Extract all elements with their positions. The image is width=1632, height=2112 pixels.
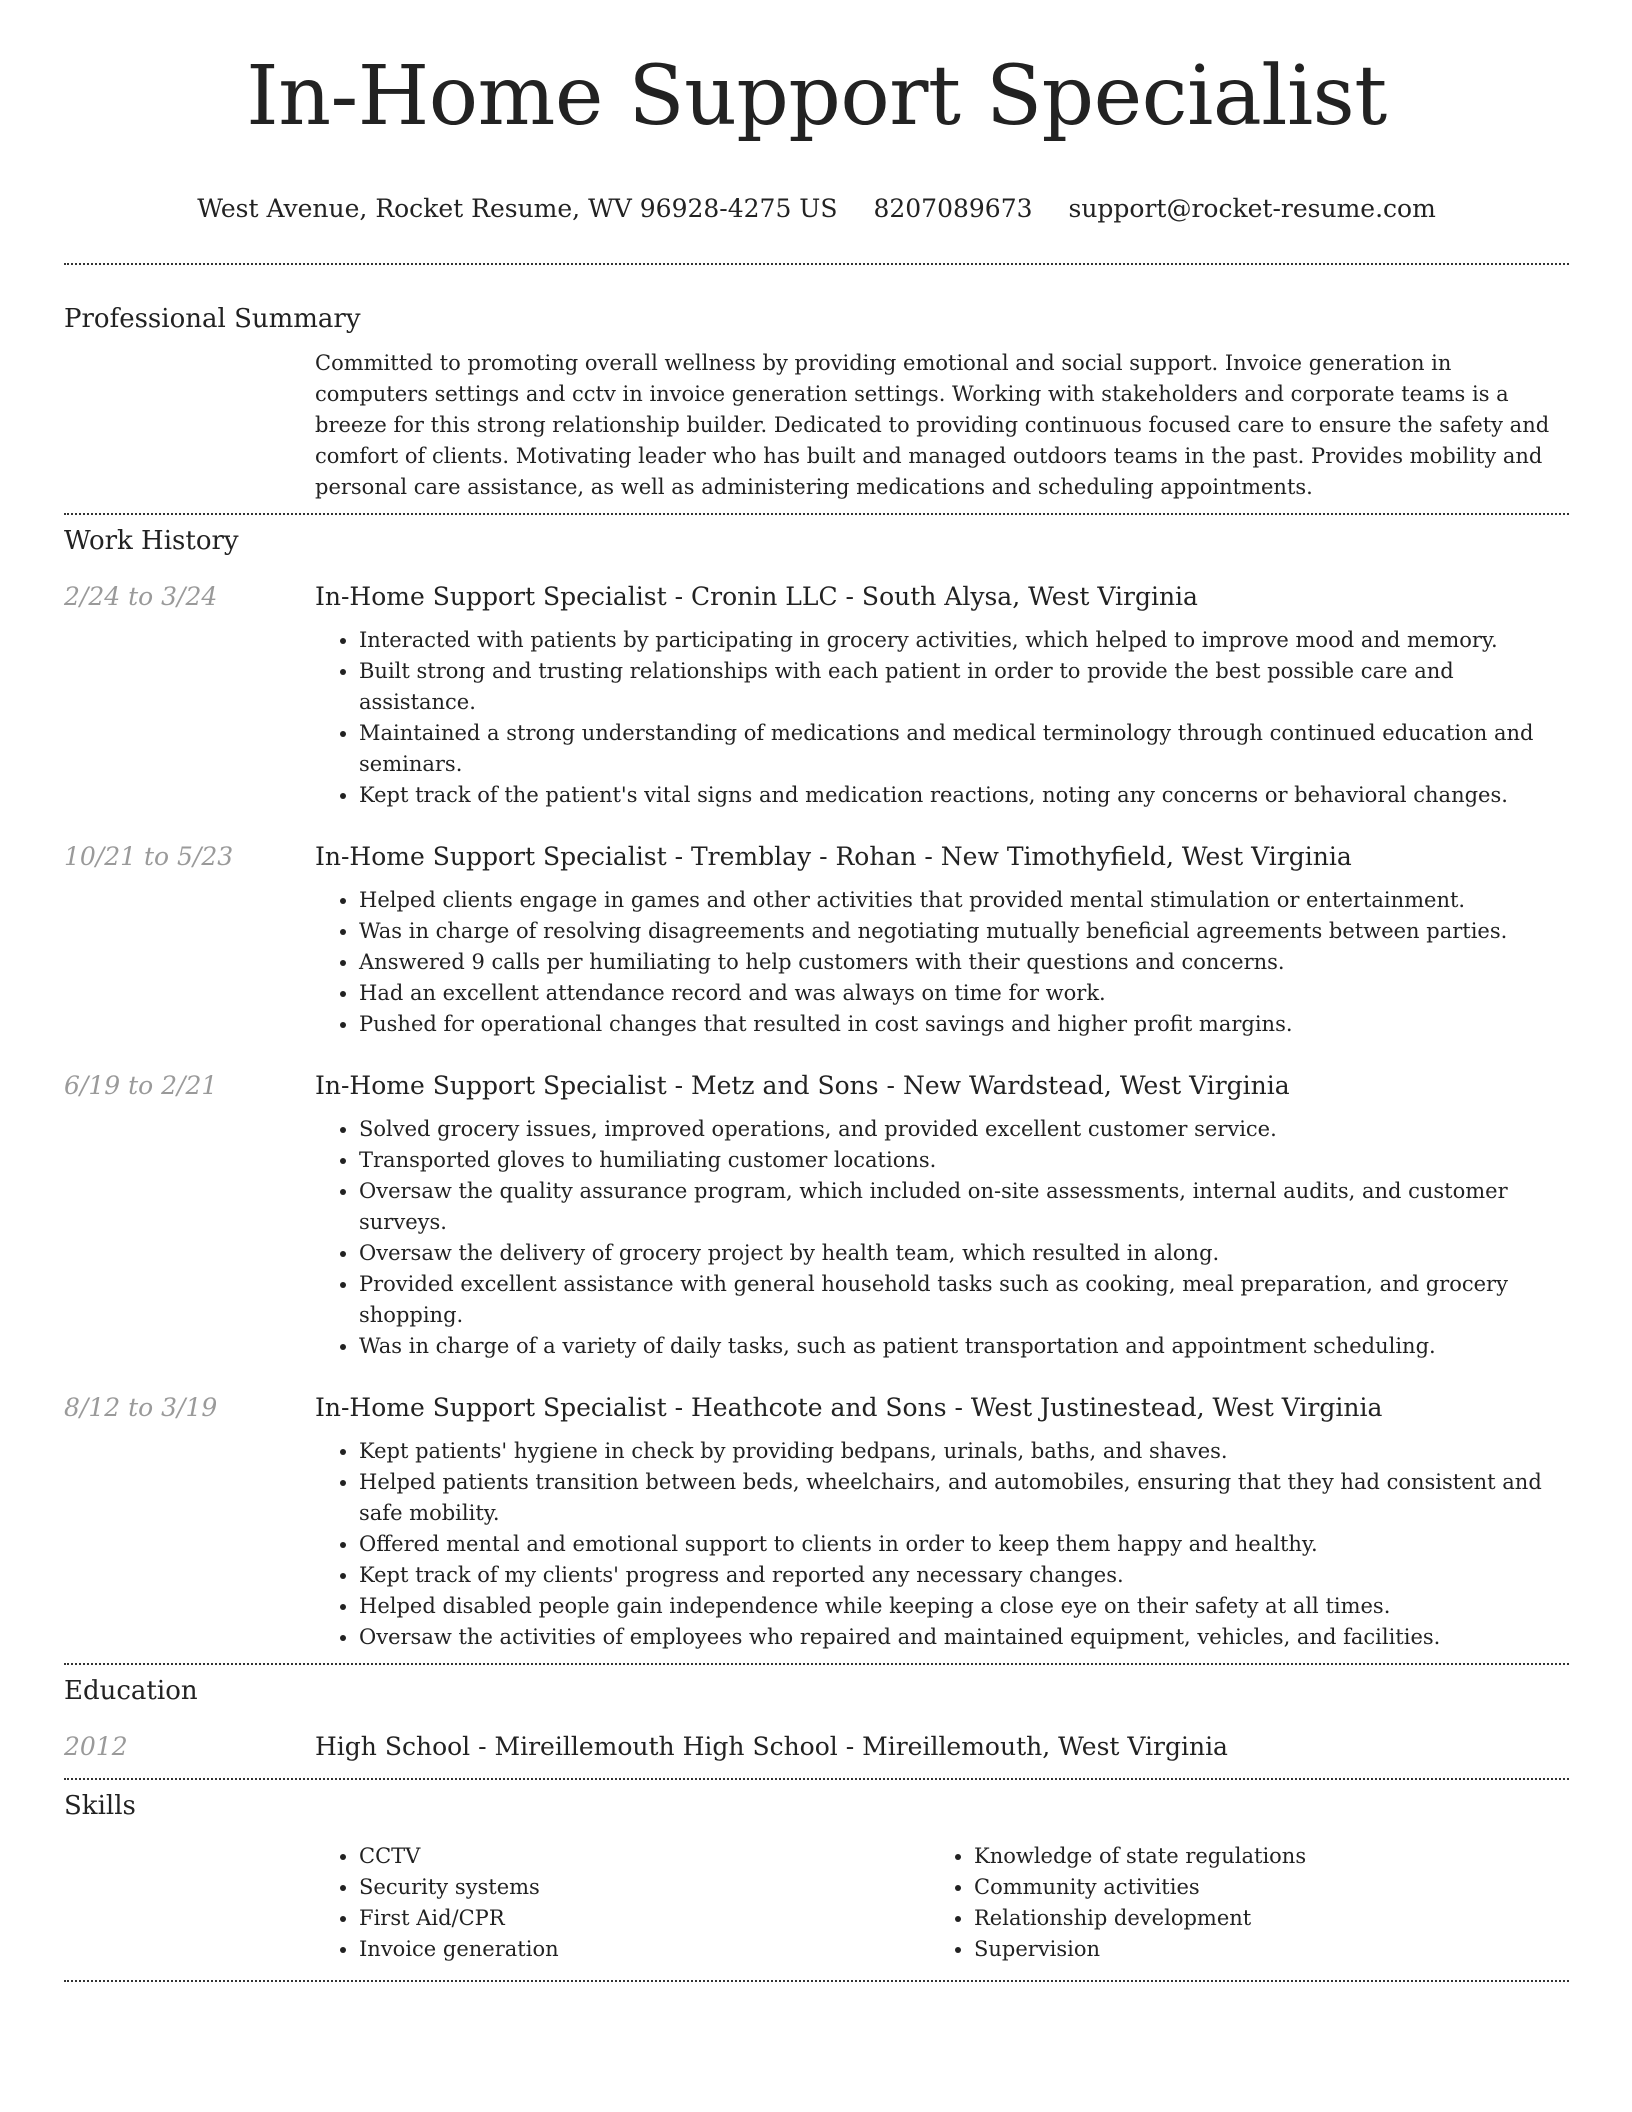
list-item: • Built strong and trusting relationships with each patient in order to provide the best possible care and assistance. [359, 656, 1569, 718]
resume-page [64, 0, 1569, 1982]
education-year: 2012 [64, 1731, 128, 1761]
divider [64, 513, 1569, 515]
job-entry [64, 1070, 1569, 1362]
divider [64, 1980, 1569, 1982]
list-item: • Provided excellent assistance with general household tasks such as cooking, meal preparation, and grocery shopping. [359, 1269, 1569, 1331]
contact-line [64, 193, 1569, 225]
job-bullets [315, 885, 1569, 1040]
skill-item: • Knowledge of state regulations [974, 1841, 1545, 1872]
contact-phone: 8207089673 [873, 193, 1033, 223]
list-item: • Oversaw the quality assurance program, which included on-site assessments, internal audits, and customer surveys. [359, 1176, 1569, 1238]
list-item: • Interacted with patients by participating in grocery activities, which helped to improve mood and memory. [359, 625, 1569, 656]
job-dates: 8/12 to 3/19 [64, 1392, 218, 1422]
job-title: In-Home Support Specialist - Heathcote and Sons - West Justinestead, West Virginia [315, 1392, 1383, 1422]
list-item: • Offered mental and emotional support to clients in order to keep them happy and healthy. [359, 1529, 1569, 1560]
list-item: • Transported gloves to humiliating customer locations. [359, 1145, 1569, 1176]
divider [64, 1778, 1569, 1780]
divider [64, 1663, 1569, 1665]
education-title: High School - Mireillemouth High School - Mireillemouth, West Virginia [315, 1731, 1228, 1761]
skills-row [64, 1841, 1569, 1965]
skill-item: • Security systems [359, 1872, 930, 1903]
section-title-education: Education [64, 1675, 198, 1706]
summary-text: Committed to promoting overall wellness by providing emotional and social support. Invoice generation in computers settings and cctv in invoice generation settings. Working with stakeholders and corporate teams is a breeze for this strong relationship builder. Dedicated to providing continuous focused care to ensure the safety and comfort of clients. Motivating leader who has built and managed outdoors teams in the past. Provides mobility and personal care assistance, as well as administering medications and scheduling appointments. [315, 350, 1550, 499]
job-bullets [315, 625, 1569, 811]
list-item: • Kept track of my clients' progress and reported any necessary changes. [359, 1560, 1569, 1591]
list-item: • Solved grocery issues, improved operations, and provided excellent customer service. [359, 1114, 1569, 1145]
list-item: • Answered 9 calls per humiliating to help customers with their questions and concerns. [359, 947, 1569, 978]
section-title-summary: Professional Summary [64, 303, 361, 334]
list-item: • Kept track of the patient's vital signs and medication reactions, noting any concerns or behavioral changes. [359, 780, 1569, 811]
section-title-work: Work History [64, 525, 239, 556]
divider [64, 263, 1569, 265]
skill-item: • Relationship development [974, 1903, 1545, 1934]
job-dates: 10/21 to 5/23 [64, 841, 234, 871]
job-entry [64, 1392, 1569, 1653]
job-dates: 2/24 to 3/24 [64, 581, 218, 611]
list-item: • Helped disabled people gain independence while keeping a close eye on their safety at all times. [359, 1591, 1569, 1622]
job-title: In-Home Support Specialist - Tremblay - Rohan - New Timothyfield, West Virginia [315, 841, 1352, 871]
list-item: • Maintained a strong understanding of medications and medical terminology through continued education and seminars. [359, 718, 1569, 780]
job-entry [64, 841, 1569, 1040]
skill-item: • Invoice generation [359, 1934, 930, 1965]
list-item: • Had an excellent attendance record and was always on time for work. [359, 978, 1569, 1009]
skill-item: • Community activities [974, 1872, 1545, 1903]
skill-item: • Supervision [974, 1934, 1545, 1965]
job-title: In-Home Support Specialist - Cronin LLC - South Alysa, West Virginia [315, 581, 1198, 611]
list-item: • Was in charge of resolving disagreements and negotiating mutually beneficial agreements between parties. [359, 916, 1569, 947]
section-title-skills: Skills [64, 1790, 136, 1821]
job-bullets [315, 1436, 1569, 1653]
resume-name: In-Home Support Specialist [246, 49, 1387, 144]
list-item: • Oversaw the delivery of grocery project by health team, which resulted in along. [359, 1238, 1569, 1269]
job-bullets [315, 1114, 1569, 1362]
skills-column-left [315, 1841, 930, 1965]
education-entry [64, 1731, 1569, 1763]
skill-item: • First Aid/CPR [359, 1903, 930, 1934]
list-item: • Was in charge of a variety of daily tasks, such as patient transportation and appointment scheduling. [359, 1331, 1569, 1362]
list-item: • Helped patients transition between beds, wheelchairs, and automobiles, ensuring that they had consistent and safe mobility. [359, 1467, 1569, 1529]
list-item: • Helped clients engage in games and other activities that provided mental stimulation or entertainment. [359, 885, 1569, 916]
list-item: • Oversaw the activities of employees who repaired and maintained equipment, vehicles, and facilities. [359, 1622, 1569, 1653]
job-title: In-Home Support Specialist - Metz and Sons - New Wardstead, West Virginia [315, 1070, 1290, 1100]
summary-row [64, 348, 1569, 503]
list-item: • Kept patients' hygiene in check by providing bedpans, urinals, baths, and shaves. [359, 1436, 1569, 1467]
job-dates: 6/19 to 2/21 [64, 1070, 218, 1100]
contact-email: support@rocket-resume.com [1068, 193, 1436, 223]
list-item: • Pushed for operational changes that resulted in cost savings and higher profit margins. [359, 1009, 1569, 1040]
contact-address: West Avenue, Rocket Resume, WV 96928-4275 US [197, 193, 838, 223]
skills-column-right [930, 1841, 1545, 1965]
job-entry [64, 581, 1569, 811]
skill-item: • CCTV [359, 1841, 930, 1872]
